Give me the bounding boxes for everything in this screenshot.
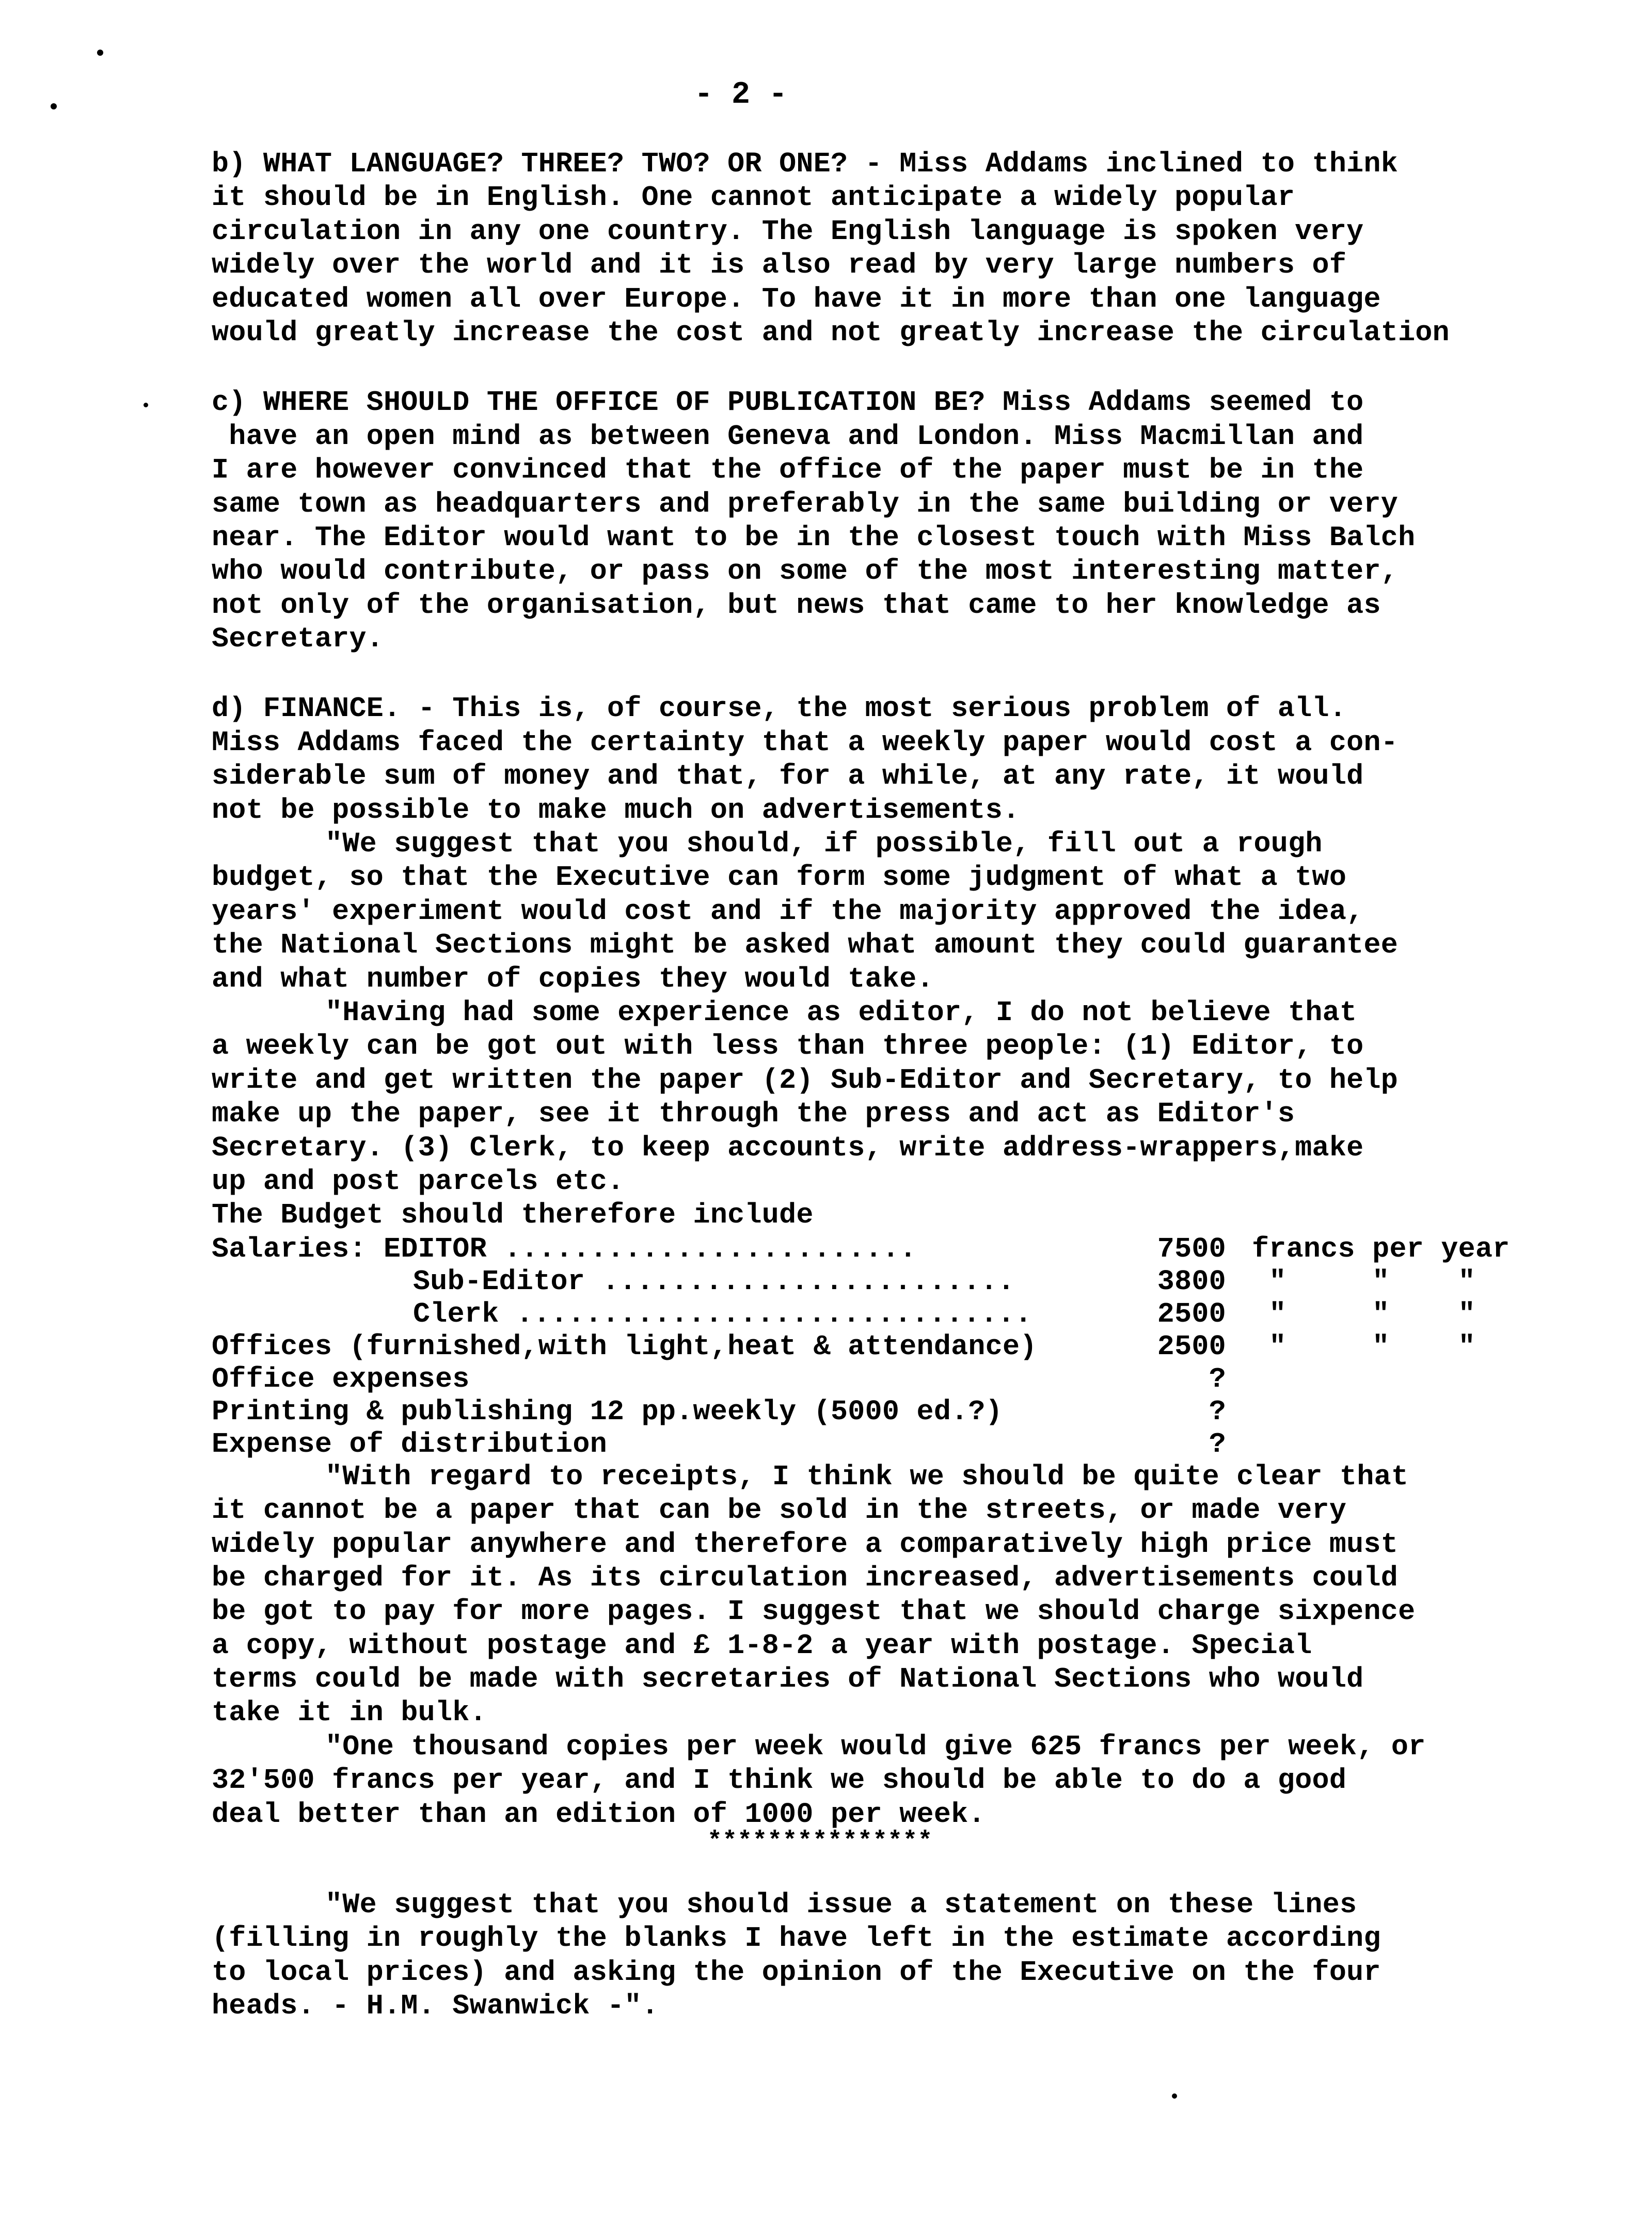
budget-amount: 2500 xyxy=(1157,1330,1226,1363)
budget-row xyxy=(212,1265,1533,1297)
text-line: and what number of copies they would take. xyxy=(212,962,934,995)
budget-item: Expense of distribution xyxy=(212,1427,608,1460)
budget-unit xyxy=(1226,1395,1500,1427)
budget-unit: " " " xyxy=(1252,1265,1475,1298)
text-line: widely popular anywhere and therefore a comparatively high price must xyxy=(212,1528,1399,1561)
budget-item: Clerk .............................. xyxy=(413,1297,1032,1330)
budget-row xyxy=(212,1395,1533,1427)
text-line: make up the paper, see it through the press and act as Editor's xyxy=(212,1098,1295,1131)
text-line: budget, so that the Executive can form some judgment of what a two xyxy=(212,861,1347,894)
budget-row xyxy=(212,1362,1533,1395)
text-line: The Budget should therefore include xyxy=(212,1199,814,1232)
text-line: be charged for it. As its circulation increased, advertisements could xyxy=(212,1561,1399,1594)
ink-speck xyxy=(51,103,57,109)
text-line: a copy, without postage and £ 1-8-2 a year with postage. Special xyxy=(212,1629,1312,1662)
budget-item: Printing & publishing 12 pp.weekly (5000 ed.?) xyxy=(212,1395,1003,1427)
text-line: "We suggest that you should issue a statement on these lines xyxy=(325,1888,1357,1922)
text-line: take it in bulk. xyxy=(212,1696,487,1729)
budget-amount: 3800 xyxy=(1157,1265,1226,1298)
text-line: (filling in roughly the blanks I have left in the estimate according xyxy=(212,1922,1381,1955)
budget-row xyxy=(212,1232,1533,1265)
text-line: same town as headquarters and preferably in the same building or very xyxy=(212,487,1399,520)
text-line: it should be in English. One cannot anticipate a widely popular xyxy=(212,181,1295,214)
budget-amount: ? xyxy=(1209,1362,1226,1395)
budget-row xyxy=(212,1330,1533,1362)
text-line: not only of the organisation, but news that came to her knowledge as xyxy=(212,589,1381,622)
budget-unit: " " " xyxy=(1252,1330,1475,1363)
budget-unit: francs per year xyxy=(1252,1232,1510,1265)
page-number: - 2 - xyxy=(694,77,788,113)
text-line: terms could be made with secretaries of National Sections who would xyxy=(212,1663,1364,1696)
text-line: near. The Editor would want to be in the closest touch with Miss Balch xyxy=(212,521,1416,554)
text-line: Miss Addams faced the certainty that a weekly paper would cost a con- xyxy=(212,726,1399,759)
section-finance xyxy=(212,692,1533,1857)
text-line: widely over the world and it is also read by very large numbers of xyxy=(212,249,1347,282)
text-line: not be possible to make much on advertisements. xyxy=(212,793,1020,827)
text-line: "One thousand copies per week would give 625 francs per week, or xyxy=(325,1730,1426,1763)
budget-unit xyxy=(1226,1362,1500,1395)
budget-amount: ? xyxy=(1209,1427,1226,1461)
text-line: be got to pay for more pages. I suggest that we should charge sixpence xyxy=(212,1595,1416,1628)
text-line: c) WHERE SHOULD THE OFFICE OF PUBLICATION BE? Miss Addams seemed to xyxy=(212,386,1364,419)
text-line: "We suggest that you should, if possible, fill out a rough xyxy=(325,828,1323,861)
letter-body xyxy=(212,147,1533,2023)
text-line: educated women all over Europe. To have it in more than one language xyxy=(212,282,1381,315)
text-line: "Having had some experience as editor, I do not believe that xyxy=(325,996,1357,1029)
budget-row xyxy=(212,1427,1533,1460)
text-line: b) WHAT LANGUAGE? THREE? TWO? OR ONE? - Miss Addams inclined to think xyxy=(212,148,1399,180)
text-line: have an open mind as between Geneva and London. Miss Macmillan and xyxy=(212,420,1364,453)
text-line: up and post parcels etc. xyxy=(212,1165,625,1198)
section-statement xyxy=(212,1888,1533,2023)
text-line: "With regard to receipts, I think we should be quite clear that xyxy=(325,1460,1409,1493)
text-line: the National Sections might be asked what amount they could guarantee xyxy=(212,929,1399,962)
budget-item: Office expenses xyxy=(212,1362,470,1395)
text-line: years' experiment would cost and if the majority approved the idea, xyxy=(212,895,1364,928)
text-line: deal better than an edition of 1000 per week. xyxy=(212,1798,986,1831)
budget-amount: ? xyxy=(1209,1395,1226,1428)
budget-item: Offices (furnished,with light,heat & attendance) xyxy=(212,1330,1037,1362)
ink-speck xyxy=(1172,2093,1177,2099)
budget-unit xyxy=(1226,1427,1500,1460)
budget-row xyxy=(212,1297,1533,1330)
ink-speck xyxy=(144,403,148,407)
budget-item: Sub-Editor ........................ xyxy=(413,1265,1015,1297)
budget-table xyxy=(212,1232,1533,1460)
text-line: write and get written the paper (2) Sub-Editor and Secretary, to help xyxy=(212,1064,1399,1097)
section-language xyxy=(212,147,1533,350)
text-line: I are however convinced that the office of the paper must be in the xyxy=(212,454,1364,487)
section-separator: *************** xyxy=(707,1828,933,1856)
text-line: 32'500 francs per year, and I think we should be able to do a good xyxy=(212,1764,1347,1797)
text-line: d) FINANCE. - This is, of course, the most serious problem of all. xyxy=(212,692,1347,725)
budget-amount: 7500 xyxy=(1157,1232,1226,1265)
text-line: siderable sum of money and that, for a while, at any rate, it would xyxy=(212,760,1364,793)
budget-item: Salaries: EDITOR ........................ xyxy=(212,1232,917,1265)
signature-line: heads. - H.M. Swanwick -". xyxy=(212,1990,659,2023)
text-line: it cannot be a paper that can be sold in the streets, or made very xyxy=(212,1494,1347,1527)
budget-amount: 2500 xyxy=(1157,1297,1226,1330)
text-line: circulation in any one country. The English language is spoken very xyxy=(212,215,1364,248)
text-line: would greatly increase the cost and not greatly increase the circulation xyxy=(212,316,1450,349)
budget-unit: " " " xyxy=(1252,1297,1475,1330)
text-line: who would contribute, or pass on some of the most interesting matter, xyxy=(212,555,1399,588)
text-line: a weekly can be got out with less than three people: (1) Editor, to xyxy=(212,1030,1364,1063)
text-line: to local prices) and asking the opinion of the Executive on the four xyxy=(212,1956,1381,1989)
section-office xyxy=(212,386,1533,656)
ink-speck xyxy=(97,50,103,56)
text-line: Secretary. (3) Clerk, to keep accounts, write address-wrappers,make xyxy=(212,1131,1364,1164)
text-line: Secretary. xyxy=(212,623,384,656)
